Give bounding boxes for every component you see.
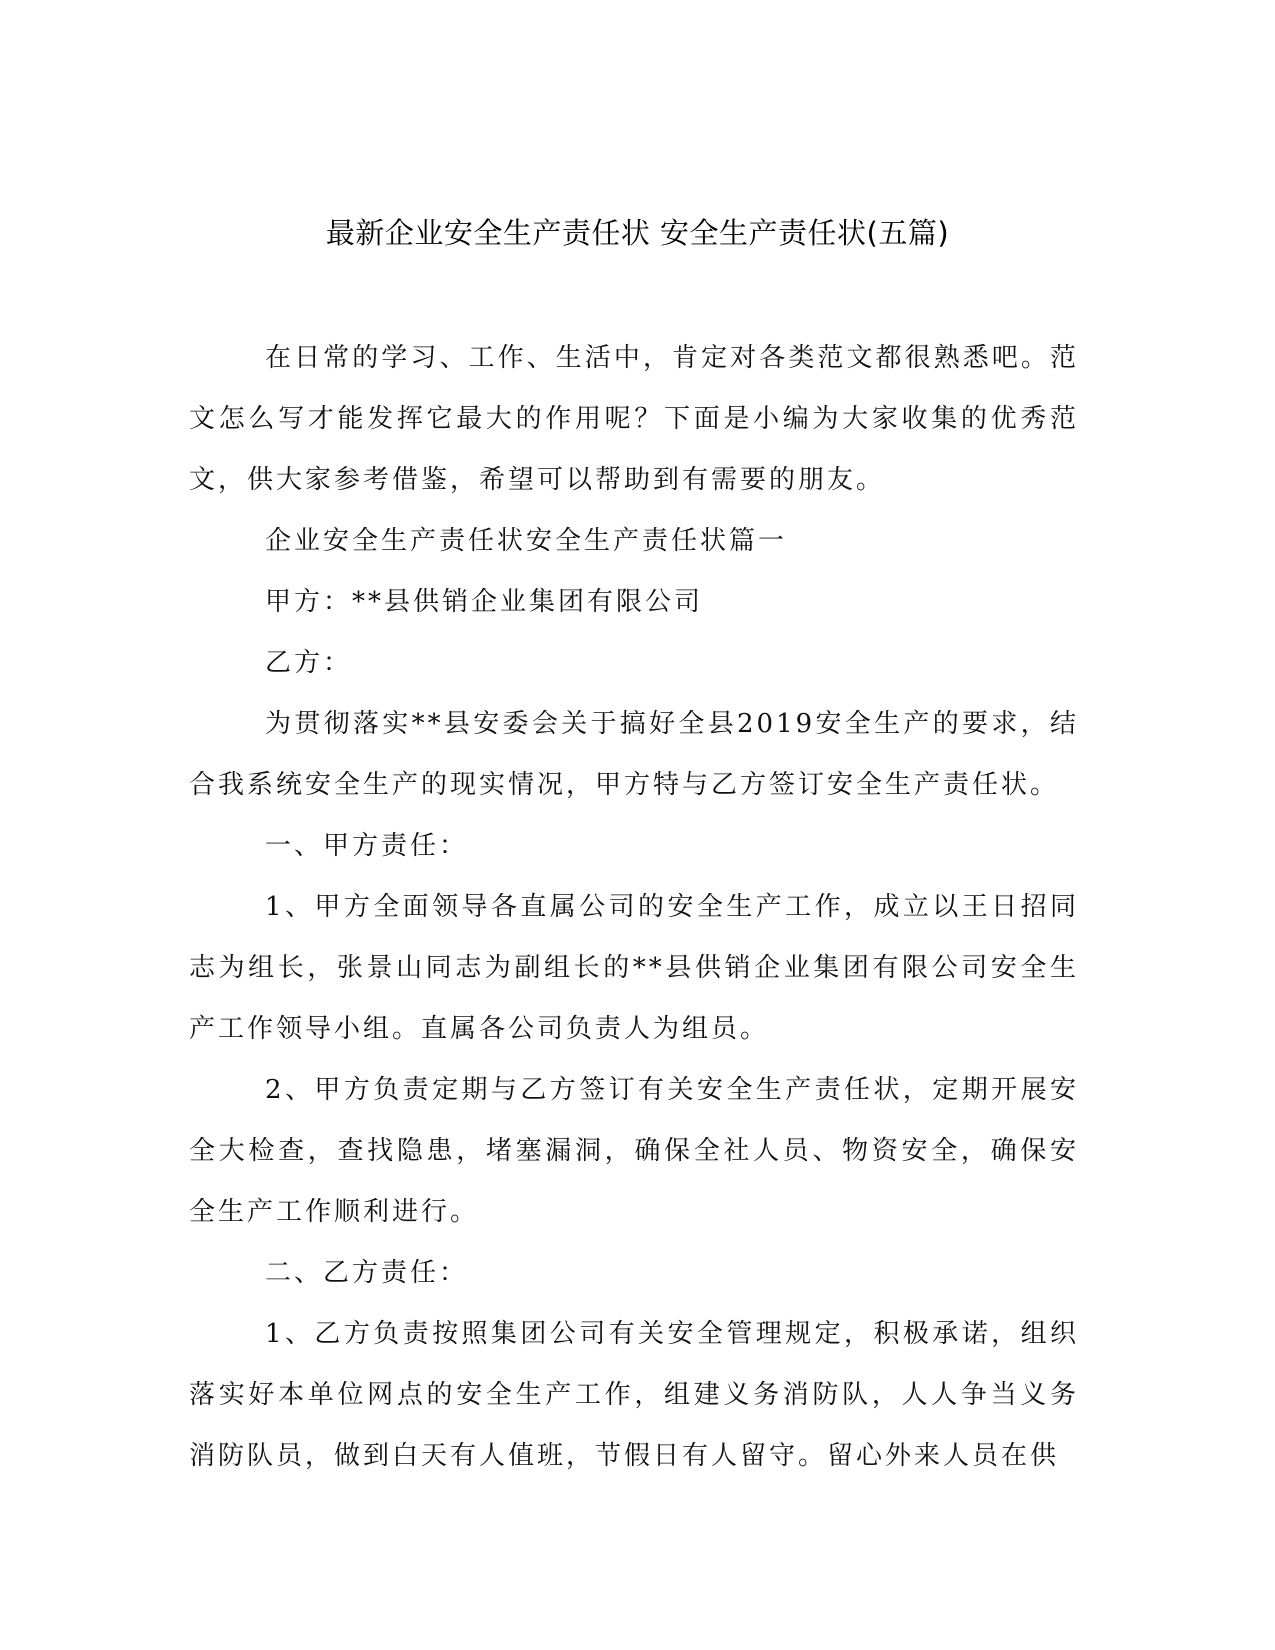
paragraph-party-b: 乙方： (265, 648, 353, 678)
paragraph-purpose: 为贯彻落实**县安委会关于搞好全县2019安全生产的要求，结合我系统安全生产的现实情况，甲方特与乙方签订安全生产责任状。 (189, 709, 1079, 800)
paragraph-party-a: 甲方：**县供销企业集团有限公司 (265, 587, 704, 617)
paragraph-party-a-heading: 一、甲方责任： (265, 831, 469, 861)
paragraph-party-b-item-1: 1、乙方负责按照集团公司有关安全管理规定，积极承诺，组织落实好本单位网点的安全生产工作，组建义务消防队，人人争当义务消防队员，做到白天有人值班，节假日有人留守。留心外来人员在供 (189, 1319, 1079, 1471)
paragraph-party-a-item-1: 1、甲方全面领导各直属公司的安全生产工作，成立以王日招同志为组长，张景山同志为副组长的**县供销企业集团有限公司安全生产工作领导小组。直属各公司负责人为组员。 (189, 892, 1079, 1044)
paragraph-section-heading: 企业安全生产责任状安全生产责任状篇一 (265, 526, 788, 556)
paragraph-intro: 在日常的学习、工作、生活中，肯定对各类范文都很熟悉吧。范文怎么写才能发挥它最大的作用呢？下面是小编为大家收集的优秀范文，供大家参考借鉴，希望可以帮助到有需要的朋友。 (189, 343, 1079, 495)
paragraph-party-b-heading: 二、乙方责任： (265, 1258, 469, 1288)
paragraph-party-a-item-2: 2、甲方负责定期与乙方签订有关安全生产责任状，定期开展安全大检查，查找隐患，堵塞漏洞，确保全社人员、物资安全，确保安全生产工作顺利进行。 (189, 1075, 1079, 1227)
document-title: 最新企业安全生产责任状 安全生产责任状(五篇) (325, 216, 950, 250)
document-body (189, 328, 1079, 1487)
